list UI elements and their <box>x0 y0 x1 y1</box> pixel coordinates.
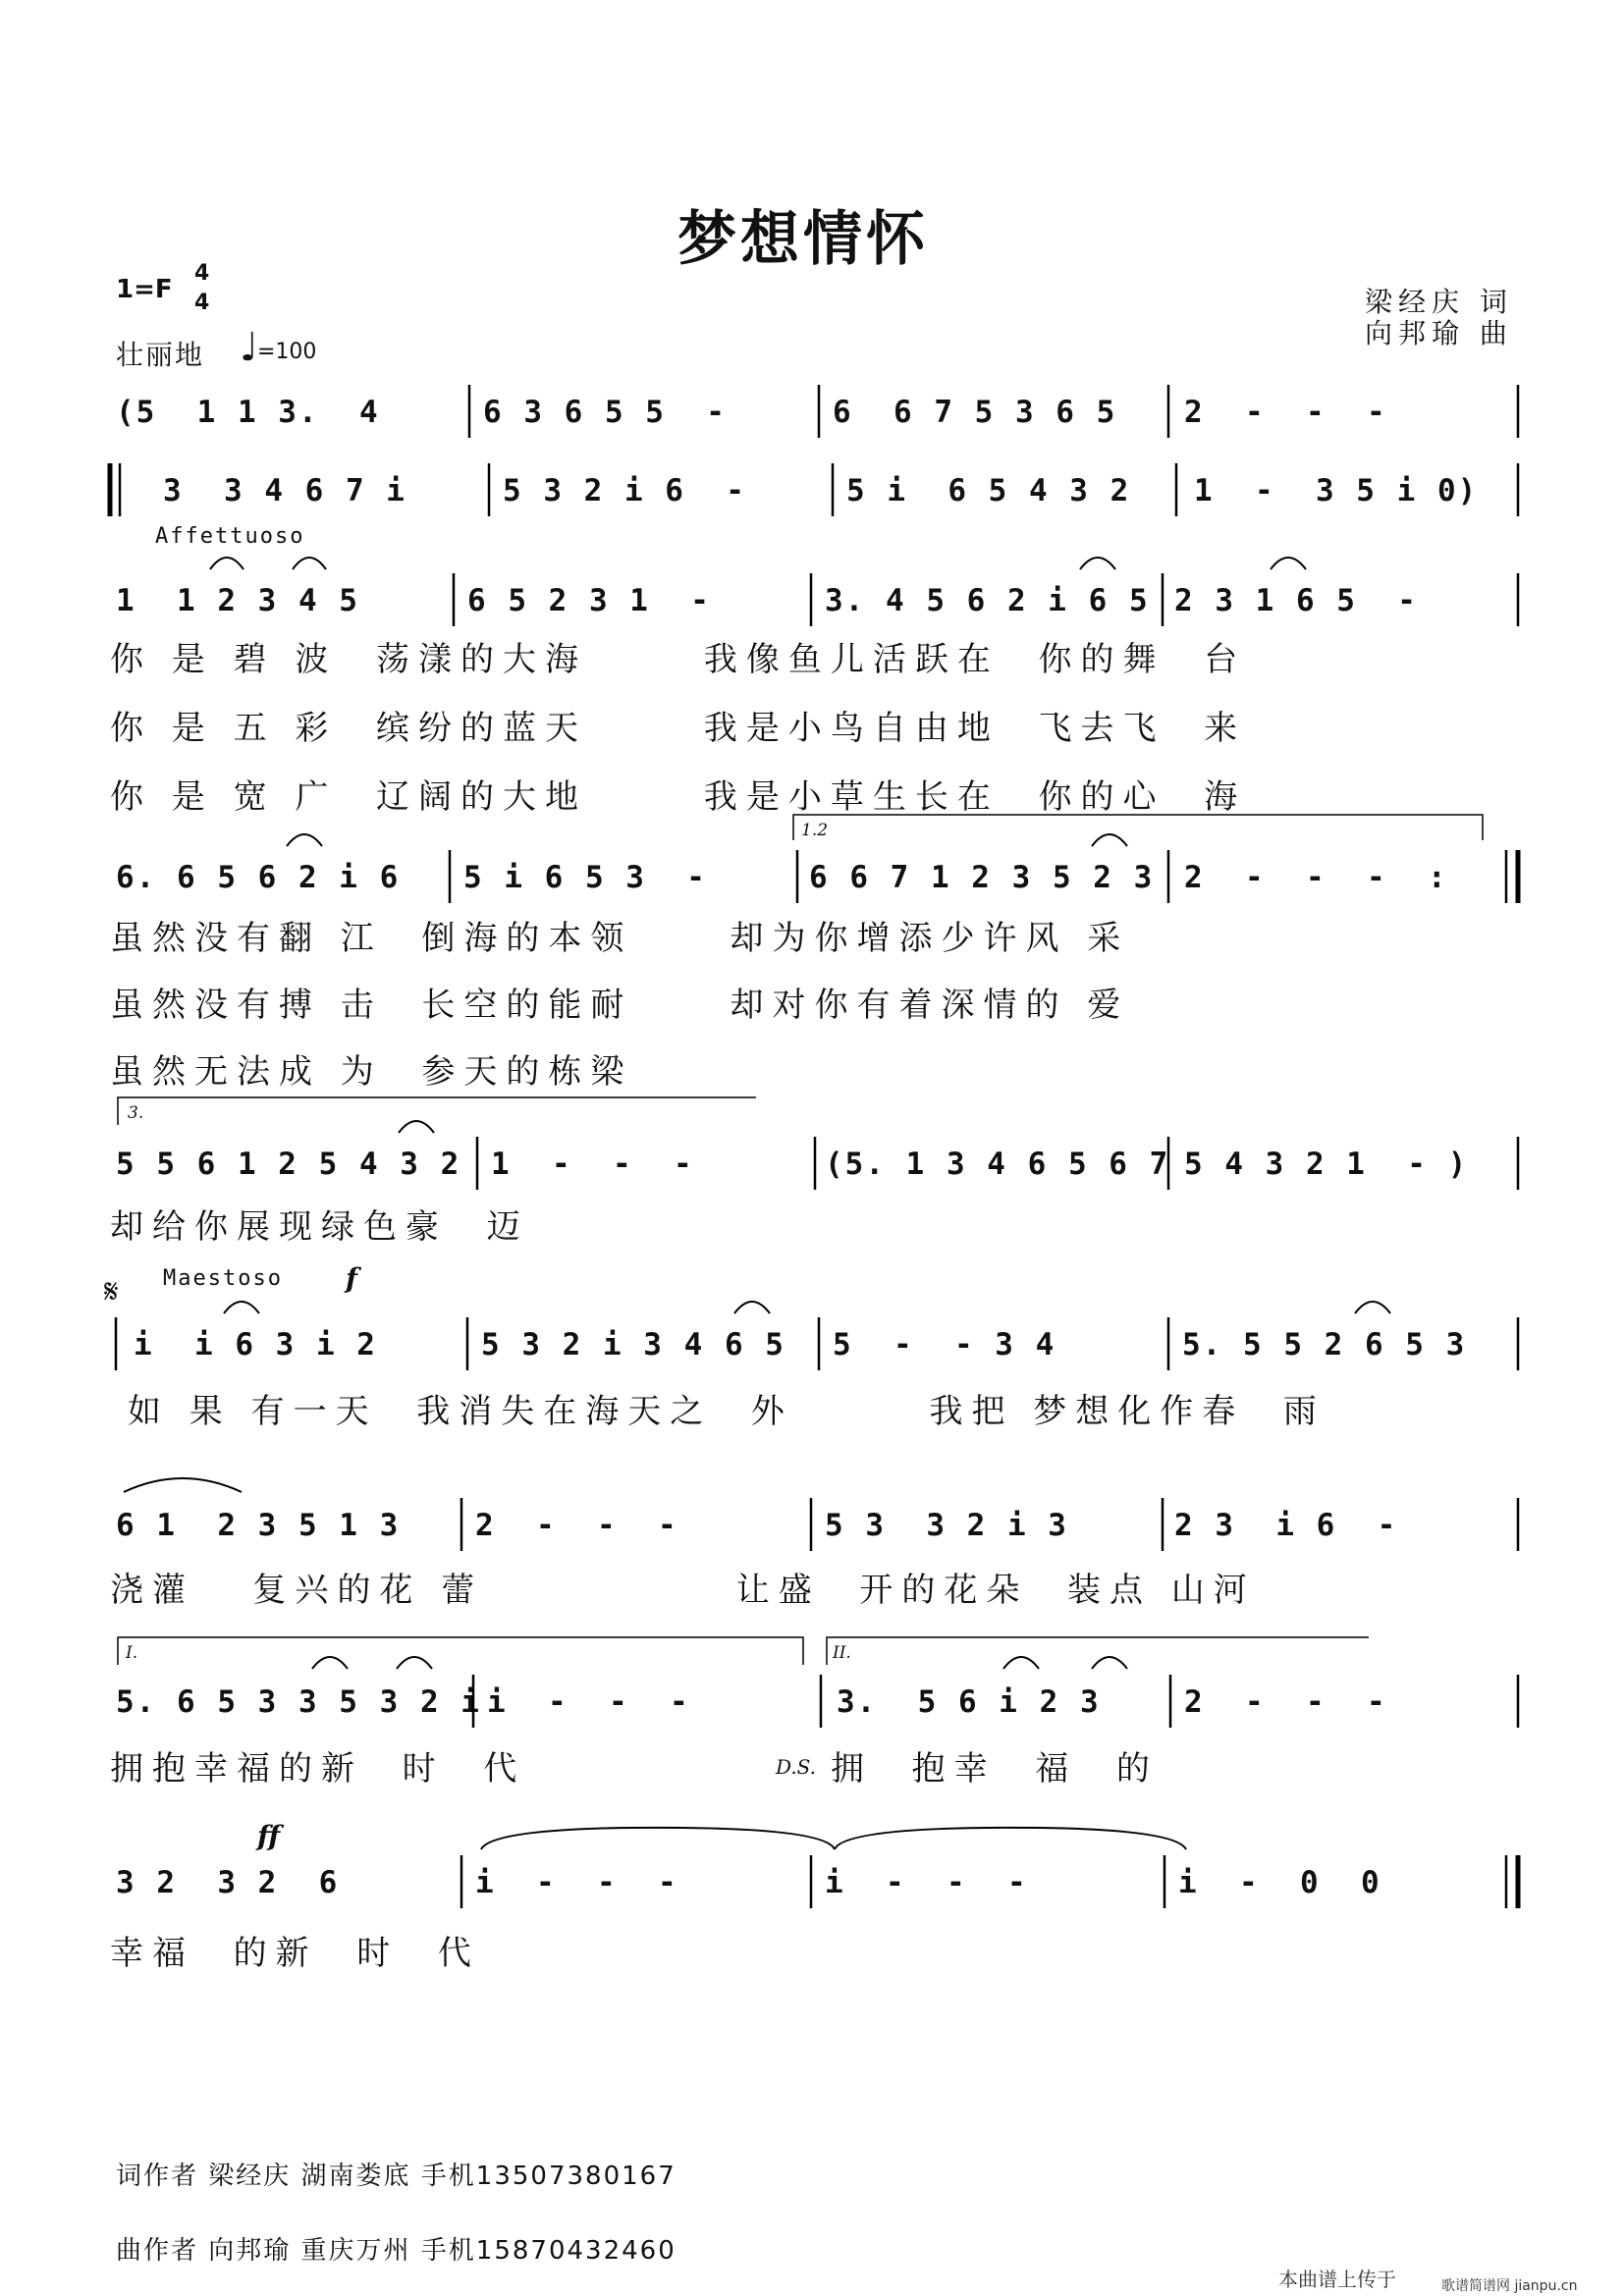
row5-bar1: 5 5 6 1 2 5 4 3 2 <box>116 1147 461 1182</box>
row2-bar1: 3 3 4 6 7 i <box>163 473 406 508</box>
row8-lyric-a: 拥抱幸福的新 时 代 <box>110 1749 526 1789</box>
style-marking: 壮丽地 <box>116 339 205 371</box>
row9-lyric: 幸福 的新 时 代 <box>110 1934 480 1973</box>
row5-lyric: 却给你展现绿色豪 迈 <box>110 1207 529 1247</box>
song-title: 梦想情怀 <box>677 205 929 274</box>
composer-credit: 向邦瑜 曲 <box>1365 317 1513 349</box>
row7-bar2: 2 - - - <box>475 1508 678 1543</box>
row5-bar3: (5. 1 3 4 6 5 6 7 <box>825 1147 1170 1182</box>
volta-3: 3. <box>128 1103 144 1123</box>
row3-lyric-v3: 你 是 宽 广 辽阔的大地 我是小草生长在 你的心 海 <box>110 777 1247 817</box>
row1-bar3: 6 6 7 5 3 6 5 <box>833 395 1117 430</box>
row8-bar3: 3. 5 6 i 2 3 <box>837 1684 1101 1720</box>
time-signature-bottom: 4 <box>194 291 210 315</box>
row2-bar3: 5 i 6 5 4 3 2 <box>846 473 1131 508</box>
row6-bar1: i i 6 3 i 2 <box>134 1327 377 1362</box>
row3-bar3: 3. 4 5 6 2 i 6 5 <box>825 583 1150 618</box>
row4-lyric-v2: 虽然没有搏 击 长空的能耐 却对你有着深情的 爱 <box>110 986 1130 1025</box>
upload-watermark: 本曲谱上传于 <box>1278 2268 1396 2291</box>
dynamic-ff: ff <box>257 1820 281 1852</box>
row4-bar1: 6. 6 5 6 2 i 6 <box>116 860 401 895</box>
row8-bar2: i - - - <box>487 1684 690 1720</box>
quarter-note-icon: ♩ <box>240 325 258 370</box>
row9-bar4: i - 0 0 <box>1178 1865 1381 1900</box>
row1-bar1: (5 1 1 3. 4 <box>116 395 380 430</box>
row1-bar2: 6 3 6 5 5 - <box>483 395 727 430</box>
volta-1-2: 1.2 <box>801 821 829 840</box>
key-signature: 1=F <box>116 275 173 304</box>
site-watermark: 歌谱简谱网 jianpu.cn <box>1441 2278 1578 2294</box>
row5-bar2: 1 - - - <box>491 1147 694 1182</box>
volta-I: I. <box>126 1643 138 1663</box>
row3-bar4: 2 3 1 6 5 - <box>1174 583 1418 618</box>
row6-lyric: 如 果 有一天 我消失在海天之 外 我把 梦想化作春 雨 <box>128 1392 1326 1431</box>
row8-lyric-b: 拥 抱幸 福 的 <box>831 1749 1159 1789</box>
row5-bar4: 5 4 3 2 1 - ) <box>1184 1147 1469 1182</box>
row7-bar1: 6 1 2 3 5 1 3 <box>116 1508 401 1543</box>
lyricist-contact: 词作者 梁经庆 湖南娄底 手机13507380167 <box>116 2162 677 2191</box>
row6-bar4: 5. 5 5 2 6 5 3 <box>1182 1327 1467 1362</box>
ds-marking: D.S. <box>776 1755 817 1779</box>
term-affettuoso: Affettuoso <box>155 524 305 549</box>
volta-II: II. <box>833 1643 851 1663</box>
segno-icon: 𝄋 <box>104 1272 119 1311</box>
row4-bar2: 5 i 6 5 3 - <box>463 860 707 895</box>
row3-bar1: 1 1 2 3 4 5 <box>116 583 359 618</box>
row2-bar4: 1 - 3 5 i 0) <box>1194 473 1479 508</box>
row9-bar3: i - - - <box>825 1865 1028 1900</box>
row2-bar2: 5 3 2 i 6 - <box>503 473 746 508</box>
row4-bar3: 6 6 7 1 2 3 5 2 3 <box>809 860 1155 895</box>
time-signature-top: 4 <box>194 261 210 286</box>
row7-lyric: 浇灌 复兴的花 蕾 让盛 开的花朵 装点 山河 <box>110 1571 1256 1610</box>
row7-bar4: 2 3 i 6 - <box>1174 1508 1398 1543</box>
tempo-value: =100 <box>257 340 317 364</box>
row4-lyric-v3: 虽然无法成 为 参天的栋梁 <box>110 1052 633 1092</box>
row3-bar2: 6 5 2 3 1 - <box>467 583 711 618</box>
row3-lyric-v2: 你 是 五 彩 缤纷的蓝天 我是小鸟自由地 飞去飞 来 <box>110 709 1247 748</box>
row6-bar2: 5 3 2 i 3 4 6 5 <box>481 1327 785 1362</box>
lyricist-credit: 梁经庆 词 <box>1365 286 1513 318</box>
row1-bar4: 2 - - - <box>1184 395 1387 430</box>
row4-lyric-v1: 虽然没有翻 江 倒海的本领 却为你增添少许风 采 <box>110 919 1130 958</box>
row4-bar4: 2 - - - : <box>1184 860 1448 895</box>
composer-contact: 曲作者 向邦瑜 重庆万州 手机15870432460 <box>116 2236 677 2266</box>
row8-bar4: 2 - - - <box>1184 1684 1387 1720</box>
term-maestoso: Maestoso <box>163 1266 283 1291</box>
row9-bar2: i - - - <box>475 1865 678 1900</box>
row7-bar3: 5 3 3 2 i 3 <box>825 1508 1068 1543</box>
row3-lyric-v1: 你 是 碧 波 荡漾的大海 我像鱼儿活跃在 你的舞 台 <box>110 640 1247 679</box>
dynamic-f: f <box>346 1262 358 1295</box>
row8-bar1: 5. 6 5 3 3 5 3 2 i <box>116 1684 481 1720</box>
row6-bar3: 5 - - 3 4 <box>833 1327 1056 1362</box>
row9-bar1: 3 2 3 2 6 <box>116 1865 340 1900</box>
